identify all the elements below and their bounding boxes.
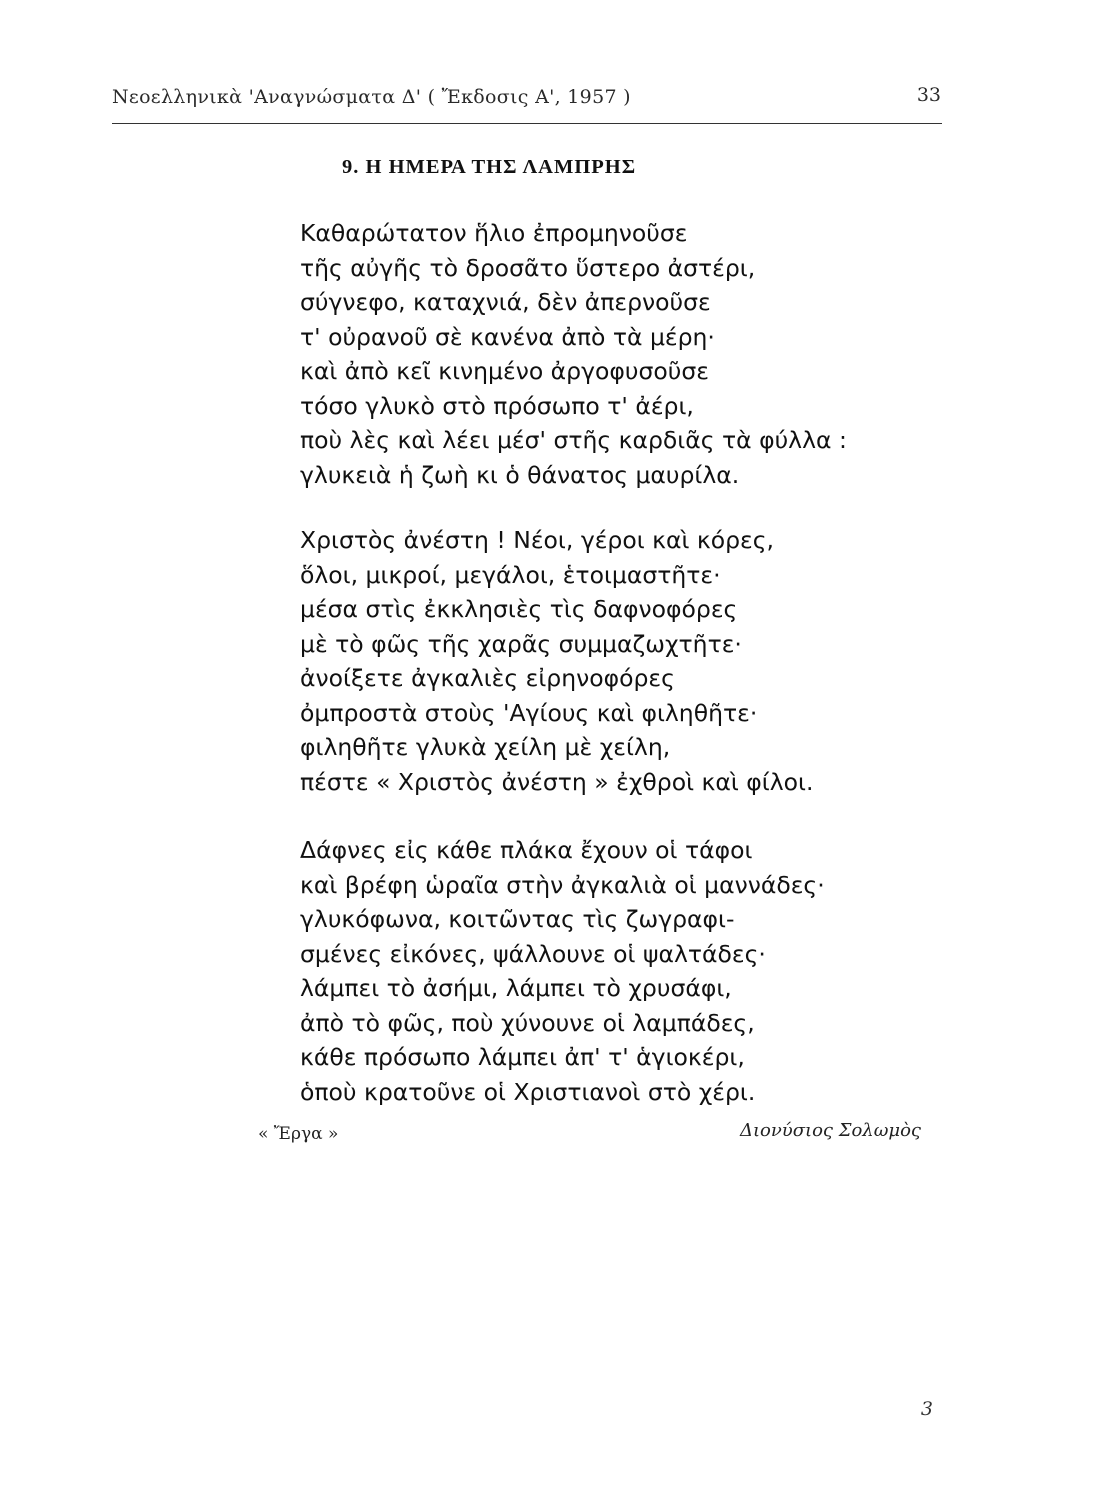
poem-line: τόσο γλυκὸ στὸ πρόσωπο τ' ἀέρι, — [300, 391, 694, 420]
poem-title: 9. Η ΗΜΕΡΑ ΤΗΣ ΛΑΜΠΡΗΣ — [342, 156, 637, 178]
poem-line: ἀνοίξετε ἀγκαλιὲς εἰρηνοφόρες — [300, 664, 675, 692]
page-number: 33 — [916, 84, 941, 106]
poem-line: σμένες εἰκόνες, ψάλλουνε οἱ ψαλτάδες· — [300, 939, 766, 968]
poem-line: γλυκειὰ ἡ ζωὴ κι ὁ θάνατος μαυρίλα. — [300, 460, 740, 489]
poem-line: Καθαρώτατον ἥλιο ἐπρομηνοῦσε — [300, 219, 688, 247]
stanza — [300, 833, 825, 1109]
poem-line: πέστε « Χριστὸς ἀνέστη » ἐχθροὶ καὶ φίλοι. — [300, 767, 814, 796]
poem-line: καὶ ἀπὸ κεῖ κινημένο ἀργοφυσοῦσε — [300, 357, 709, 385]
running-head: Νεοελληνικὰ 'Αναγνώσματα Δ' ( Ἔκδοσις Α', 1957 ) — [112, 86, 631, 108]
header-rule — [112, 123, 942, 124]
poem-line: γλυκόφωνα, κοιτῶντας τὶς ζωγραφι- — [300, 905, 735, 933]
poem-author: Διονύσιος Σολωμὸς — [739, 1120, 921, 1141]
stanza — [300, 216, 847, 492]
poem-line: ποὺ λὲς καὶ λέει μέσ' στῆς καρδιᾶς τὰ φύλλα : — [300, 426, 847, 454]
poem-line: μὲ τὸ φῶς τῆς χαρᾶς συμμαζωχτῆτε· — [300, 629, 742, 658]
poem-line: ὀμπροστὰ στοὺς 'Αγίους καὶ φιληθῆτε· — [300, 698, 758, 727]
poem-source: « Ἔργα » — [258, 1124, 339, 1144]
poem-line: τῆς αὐγῆς τὸ δροσᾶτο ὕστερο ἀστέρι, — [300, 253, 756, 282]
poem-line: ὅλοι, μικροί, μεγάλοι, ἑτοιμαστῆτε· — [300, 560, 721, 589]
poem-line: Δάφνες εἰς κάθε πλάκα ἔχουν οἱ τάφοι — [300, 836, 753, 864]
signature-mark: 3 — [920, 1398, 933, 1420]
poem-line: λάμπει τὸ ἀσήμι, λάμπει τὸ χρυσάφι, — [300, 974, 732, 1002]
poem-line: ἀπὸ τὸ φῶς, ποὺ χύνουνε οἱ λαμπάδες, — [300, 1008, 755, 1037]
poem-line: φιληθῆτε γλυκὰ χείλη μὲ χείλη, — [300, 733, 671, 761]
poem-line: σύγνεφο, καταχνιά, δὲν ἀπερνοῦσε — [300, 288, 711, 316]
poem-line: ὁποὺ κρατοῦνε οἱ Χριστιανοὶ στὸ χέρι. — [300, 1077, 756, 1106]
poem-line: τ' οὐρανοῦ σὲ κανένα ἀπὸ τὰ μέρη· — [300, 322, 715, 351]
poem-line: μέσα στὶς ἐκκλησιὲς τὶς δαφνοφόρες — [300, 595, 738, 623]
poem-line: καὶ βρέφη ὡραῖα στὴν ἀγκαλιὰ οἱ μαννάδες· — [300, 870, 825, 899]
poem-line: Χριστὸς ἀνέστη ! Νέοι, γέροι καὶ κόρες, — [300, 526, 775, 554]
stanza — [300, 523, 813, 799]
poem-line: κάθε πρόσωπο λάμπει ἀπ' τ' ἁγιοκέρι, — [300, 1043, 745, 1071]
